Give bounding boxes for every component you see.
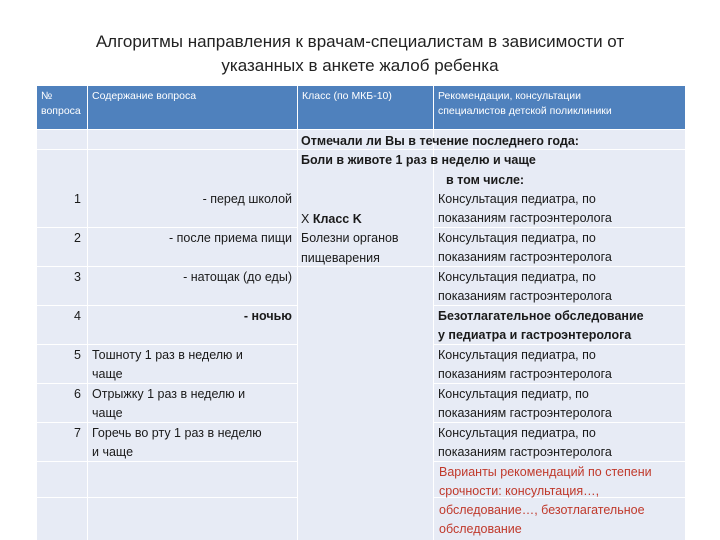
row-6-number: 6 (74, 387, 81, 401)
row-2-question: - после приема пищи (168, 231, 292, 245)
header-rec-line-1: Рекомендации, консультации (438, 90, 582, 102)
row-1-recommendation (438, 190, 683, 229)
header-class: Класс (по МКБ-10) (298, 86, 433, 129)
row-1-question: - перед школой (202, 192, 292, 206)
row-5-rec-line-2: показаниям гастроэнтеролога (438, 367, 612, 382)
row-1-number: 1 (74, 192, 81, 206)
class-line-3: пищеварения (301, 250, 380, 265)
row-7-recommendation (438, 424, 683, 463)
class-info (301, 210, 429, 270)
header-number-symbol: № (41, 90, 53, 102)
row-5-question-line-2: чаще (92, 367, 123, 382)
row-6-recommendation (438, 385, 683, 424)
row-7-number: 7 (74, 426, 81, 440)
row-5-recommendation (438, 346, 683, 385)
intro-line-1: Отмечали ли Вы в течение последнего года: (301, 134, 579, 148)
row-7-question-line-1: Горечь во рту 1 раз в неделю (92, 426, 262, 440)
row-2-number: 2 (74, 231, 81, 245)
row-7-question (92, 424, 292, 463)
row-6-question (92, 385, 292, 424)
title-line-1: Алгоритмы направления к врачам-специалистам в зависимости от (95, 32, 625, 51)
title-line-2: указанных в анкете жалоб ребенка (221, 56, 499, 75)
row-5-question (92, 346, 292, 385)
header-number-label: вопроса (41, 105, 81, 117)
intro-line-2: Боли в животе 1 раз в неделю и чаще (301, 153, 536, 168)
row-6-question-line-2: чаще (92, 406, 123, 421)
row-4-question: - ночью (243, 309, 292, 323)
header-recommendations (434, 86, 685, 129)
header-number (37, 86, 87, 129)
class-line-1: X Класс K (301, 212, 362, 226)
note-line-2: срочности: консультация…, (439, 484, 600, 498)
header-rec-line-2: специалистов детской поликлиники (438, 105, 612, 117)
row-6-rec-line-2: показаниям гастроэнтеролога (438, 406, 612, 421)
row-3-recommendation (438, 268, 683, 307)
page-title (40, 30, 680, 78)
row-4-recommendation (438, 307, 683, 346)
row-5-question-line-1: Тошноту 1 раз в неделю и (92, 348, 243, 362)
note-line-3: обследование…, безотлагательное (439, 503, 645, 517)
row-2-recommendation (438, 229, 683, 268)
row-2-rec-line-2: показаниям гастроэнтеролога (438, 250, 612, 265)
row-7-rec-line-1: Консультация педиатра, по (438, 426, 596, 440)
class-line-2: Болезни органов (301, 231, 399, 246)
row-4-number: 4 (74, 309, 81, 323)
recommendation-note (439, 463, 683, 539)
intro-line-3: в том числе: (446, 172, 525, 187)
note-line-4: обследование (439, 522, 522, 536)
row-3-question: - натощак (до еды) (183, 270, 292, 284)
note-line-1: Варианты рекомендаций по степени (439, 465, 652, 479)
row-5-number: 5 (74, 348, 81, 362)
referral-table (37, 86, 685, 540)
row-3-number: 3 (74, 270, 81, 284)
row-3-rec-line-2: показаниям гастроэнтеролога (438, 289, 612, 304)
row-7-rec-line-2: показаниям гастроэнтеролога (438, 445, 612, 460)
row-4-rec-line-2: у педиатра и гастроэнтеролога (438, 328, 632, 343)
row-7-question-line-2: и чаще (92, 445, 134, 460)
row-1-rec-line-1: Консультация педиатра, по (438, 192, 596, 206)
row-1-rec-line-2: показаниям гастроэнтеролога (438, 211, 612, 226)
row-6-rec-line-1: Консультация педиатр, по (438, 387, 589, 401)
row-5-rec-line-1: Консультация педиатра, по (438, 348, 596, 362)
row-6-question-line-1: Отрыжку 1 раз в неделю и (92, 387, 246, 401)
row-2-rec-line-1: Консультация педиатра, по (438, 231, 596, 245)
header-question: Содержание вопроса (88, 86, 297, 129)
row-4-rec-line-1: Безотлагательное обследование (438, 309, 644, 323)
intro-text (301, 132, 685, 192)
row-3-rec-line-1: Консультация педиатра, по (438, 270, 596, 284)
